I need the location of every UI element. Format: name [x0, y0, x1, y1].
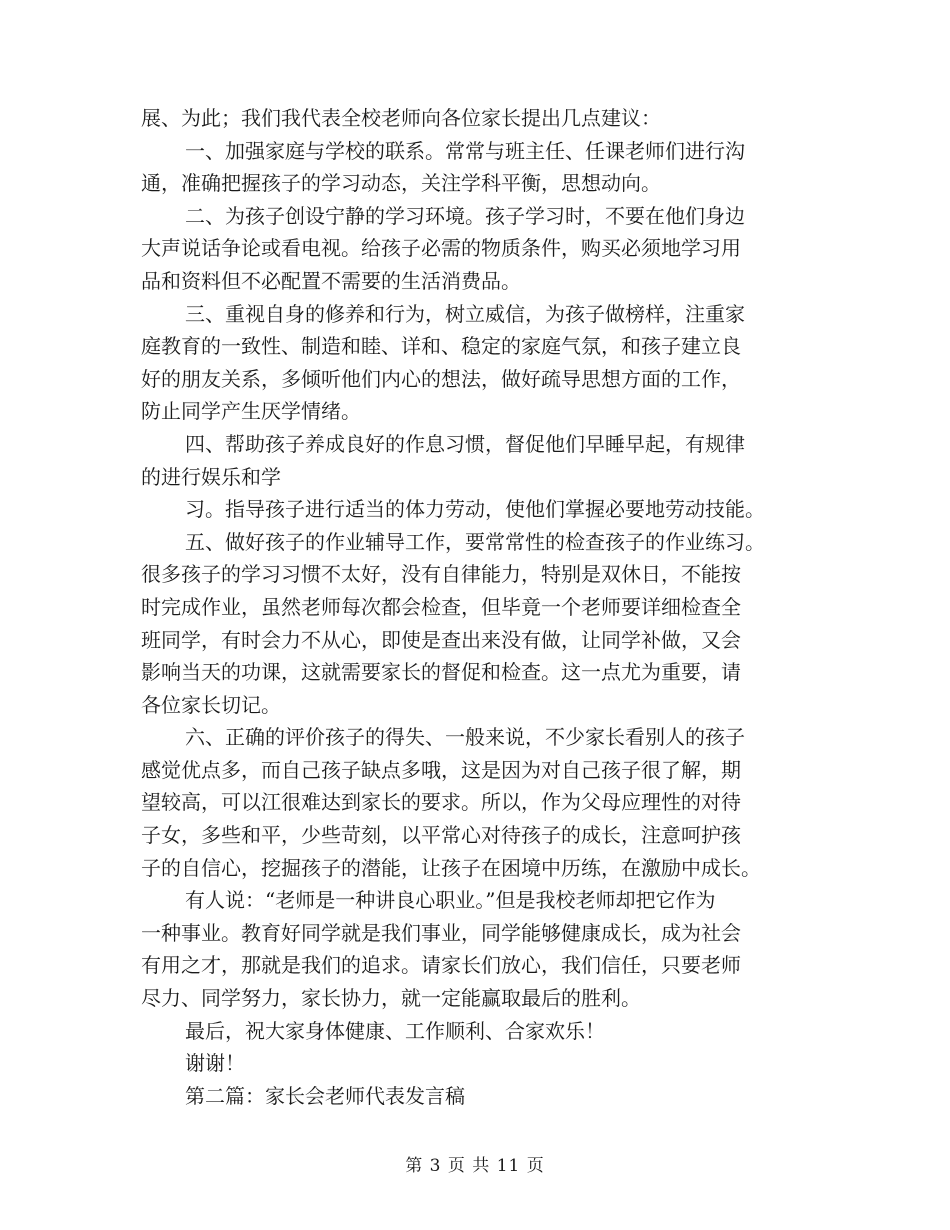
- text-line: 时完成作业，虽然老师每次都会检查，但毕竟一个老师要详细检查全: [141, 594, 741, 619]
- text-line: 班同学，有时会力不从心，即使是查出来没有做，让同学补做，又会: [141, 627, 741, 652]
- text-line: 习。指导孩子进行适当的体力劳动，使他们掌握必要地劳动技能。: [185, 497, 765, 522]
- page-number-label: 第 3 页 共 11 页: [405, 1156, 545, 1176]
- text-line: 防止同学产生厌学情绪。: [141, 399, 361, 424]
- text-line: 望较高，可以江很难达到家长的要求。所以，作为父母应理性的对待: [141, 790, 741, 815]
- text-line: 品和资料但不必配置不需要的生活消费品。: [141, 268, 521, 293]
- text-line: 通，准确把握孩子的学习动态，关注学科平衡，思想动向。: [141, 171, 661, 196]
- text-line: 谢谢！: [185, 1051, 245, 1076]
- text-line: 庭教育的一致性、制造和睦、详和、稳定的家庭气氛，和孩子建立良: [141, 334, 741, 359]
- text-line: 有用之才，那就是我们的追求。请家长们放心，我们信任，只要老师: [141, 953, 741, 978]
- text-line: 感觉优点多，而自己孩子缺点多哦，这是因为对自己孩子很了解，期: [141, 757, 741, 782]
- text-line: 子的自信心，挖掘孩子的潜能，让孩子在困境中历练，在激励中成长。: [141, 855, 761, 880]
- text-line: 好的朋友关系，多倾听他们内心的想法，做好疏导思想方面的工作，: [141, 366, 741, 391]
- text-line: 第二篇：家长会老师代表发言稿: [185, 1083, 465, 1108]
- text-line: 一、加强家庭与学校的联系。常常与班主任、任课老师们进行沟: [185, 138, 745, 163]
- text-line: 大声说话争论或看电视。给孩子必需的物质条件，购买必须地学习用: [141, 236, 741, 261]
- text-line: 有人说：“老师是一种讲良心职业。”但是我校老师却把它作为: [185, 888, 716, 913]
- text-line: 子女，多些和平，少些苛刻，以平常心对待孩子的成长，注意呵护孩: [141, 823, 741, 848]
- text-line: 各位家长切记。: [141, 692, 281, 717]
- text-line: 展、为此；我们我代表全校老师向各位家长提出几点建议：: [141, 106, 661, 130]
- document-body: [141, 102, 821, 1112]
- text-line: 的进行娱乐和学: [141, 464, 281, 489]
- text-line: 影响当天的功课，这就需要家长的督促和检查。这一点尤为重要，请: [141, 660, 741, 685]
- text-line: 最后，祝大家身体健康、工作顺利、合家欢乐！: [185, 1018, 605, 1043]
- text-line: 三、重视自身的修养和行为，树立威信，为孩子做榜样，注重家: [185, 301, 745, 326]
- text-line: 六、正确的评价孩子的得失、一般来说，不少家长看别人的孩子: [185, 725, 745, 750]
- text-line: 二、为孩子创设宁静的学习环境。孩子学习时，不要在他们身边: [185, 203, 745, 228]
- text-line: 尽力、同学努力，家长协力，就一定能赢取最后的胜利。: [141, 986, 641, 1011]
- text-line: 四、帮助孩子养成良好的作息习惯，督促他们早睡早起，有规律: [185, 431, 745, 456]
- text-line: 一种事业。教育好同学就是我们事业，同学能够健康成长，成为社会: [141, 920, 741, 945]
- page-footer: [0, 1151, 950, 1176]
- text-line: 五、做好孩子的作业辅导工作，要常常性的检查孩子的作业练习。: [185, 529, 765, 554]
- text-line: 很多孩子的学习习惯不太好，没有自律能力，特别是双休日，不能按: [141, 562, 741, 587]
